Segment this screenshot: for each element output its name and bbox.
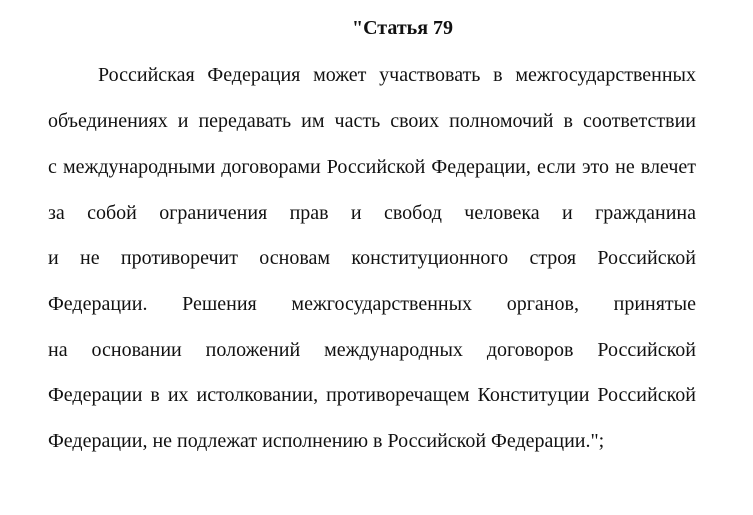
paragraph-line-9: Федерации, не подлежат исполнению в Российской Федерации."; (48, 430, 605, 452)
paragraph-line-2: объединениях и передавать им часть своих полномочий в соответствии (48, 110, 696, 132)
paragraph-line-5: и не противоречит основам конституционного строя Российской (48, 247, 696, 269)
paragraph-line-8: Федерации в их истолковании, противоречащем Конституции Российской (48, 384, 696, 406)
paragraph-line-1: Российская Федерация может участвовать в межгосударственных (98, 64, 696, 86)
paragraph-line-7: на основании положений международных договоров Российской (48, 339, 696, 361)
paragraph-line-4: за собой ограничения прав и свобод человека и гражданина (48, 202, 696, 224)
paragraph-line-6: Федерации. Решения межгосударственных органов, принятые (48, 293, 696, 315)
article-heading: "Статья 79 (352, 17, 454, 39)
paragraph-line-3: с международными договорами Российской Федерации, если это не влечет (48, 156, 696, 178)
